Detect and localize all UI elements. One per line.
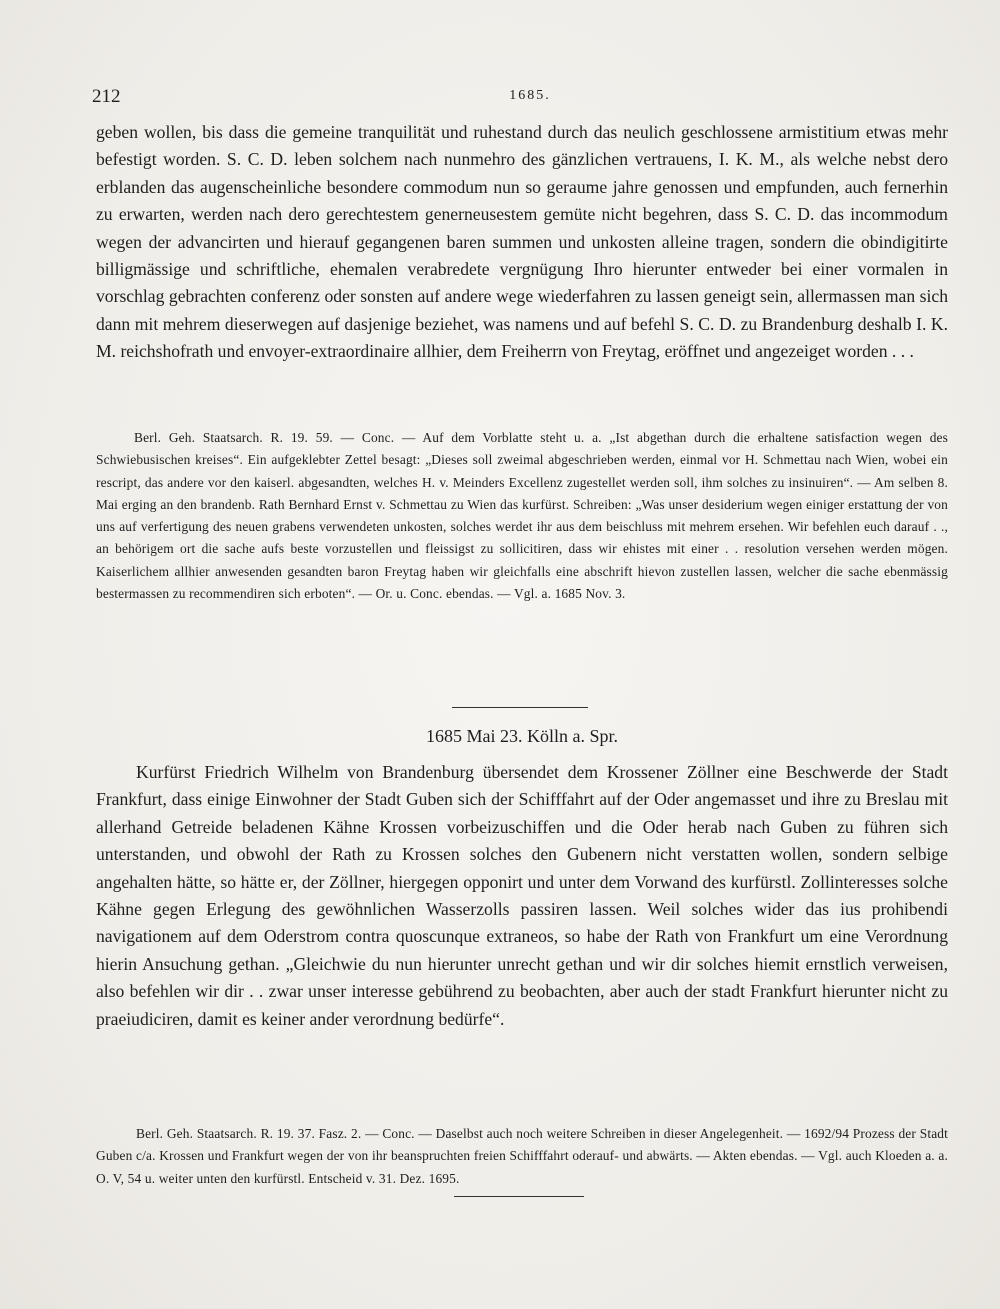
continued-letter-text: geben wollen, bis dass die gemeine tranquilität und ruhestand durch das neulich geschlossene armistitium etwas mehr befestigt worden. S. C. D. leben solchem nach nunmehro des gänzlichen vertrauens, I. K. M., als welche nebst dero erblanden das augenscheinliche besondere commodum nun so geraume jahre genossen und empfunden, auch fernerhin zu erwarten, werden nach dero gerechtestem generneusestem gemüte nicht begehren, dass S. C. D. das incommodum wegen der advancirten und hierauf gegangenen baren summen und unkosten alleine tragen, sondern die obindigitirte billigmässige und schriftliche, ehemalen verabredete vergnügung Ihro hierunter entweder bei einer vormalen in vorschlag gebrachten conferenz oder sonsten auf andere wege wiederfahren zu lassen geneigt sein, allermassen man sich dann mit mehrem dieserwegen auf dasjenige beziehet, was namens und auf befehl S. C. D. zu Brandenburg deshalb I. K. M. reichshofrath und envoyer-extraordinaire allhier, dem Freiherrn von Freytag, eröffnet und angezeiget worden . . .	[96, 122, 948, 362]
running-head-year: 1685.	[509, 88, 551, 103]
archival-footnote-2: Berl. Geh. Staatsarch. R. 19. 37. Fasz. 2. — Conc. — Daselbst auch noch weitere Schreiben in dieser Angelegenheit. — 1692/94 Prozess der Stadt Guben c/a. Krossen und Frankfurt wegen der von ihr beanspruchten freien Schifffahrt oderauf- und abwärts. — Akten ebendas. — Vgl. auch Kloeden a. a. O. V, 54 u. weiter unten den kurfürstl. Entscheid v. 31. Dez. 1695.	[96, 1126, 948, 1186]
end-divider-rule	[454, 1196, 584, 1197]
section-divider-rule	[452, 707, 588, 708]
archival-footnote-1: Berl. Geh. Staatsarch. R. 19. 59. — Conc. — Auf dem Vorblatte steht u. a. „Ist abgethan durch die erhaltene satisfaction wegen des Schwiebusischen kreises“. Ein aufgeklebter Zettel besagt: „Dieses soll zweimal abgeschrieben werden, einmal vor H. Schmettau nach Wien, wobei ein rescript, das andere vor den kaiserl. abgesandten, welches H. v. Meinders Excellenz zugestellet werden soll, ihm solches zu insinuiren“. — Am selben 8. Mai erging an den brandenb. Rath Bernhard Ernst v. Schmettau zu Wien das kurfürst. Schreiben: „Was unser desiderium wegen einiger erstattung der von uns auf verfertigung des neuen grabens verwendeten unkosten, solches werdet ihr aus dem beischluss mit mehrem ersehen. Wir befehlen euch darauf . ., an behörigem ort die sache aufs beste vorzustellen und fleissigst zu sollicitiren, dass wir ehistes mit einer . . resolution versehen werden mögen. Kaiserlichem allhier anwesenden gesandten baron Freytag haben wir gleichfalls eine abschrift hievon zustellen lassen, welcher die sache ebenmässig bestermassen zu recommendiren sich erboten“. — Or. u. Conc. ebendas. — Vgl. a. 1685 Nov. 3.	[96, 430, 948, 602]
entry-date-heading: 1685 Mai 23. Kölln a. Spr.	[426, 726, 618, 746]
page-number: 212	[92, 86, 121, 107]
regest-paragraph: Kurfürst Friedrich Wilhelm von Brandenburg übersendet dem Krossener Zöllner eine Beschwerde der Stadt Frankfurt, dass einige Einwohner der Stadt Guben sich der Schifffahrt auf der Oder angemasset und ihre zu Breslau mit allerhand Getreide beladenen Kähne Krossen vorbeizuschiffen und die Oder herab nach Guben zu führen sich unterstanden, und obwohl der Rath zu Krossen solches den Gubenern nicht verstatten wollen, sondern selbige angehalten hätte, so hätte er, der Zöllner, hiergegen opponirt und unter dem Vorwand des kurfürstl. Zollinteresses solche Kähne gegen Erlegung des gewöhnlichen Wasserzolls passiren lassen. Weil solches wider das ius prohibendi navigationem auf dem Oderstrom contra quoscunque extraneos, so habe der Rath von Frankfurt um eine Verordnung hierin Ansuchung gethan. „Gleichwie du nun hierunter unrecht gethan und wir dir solches hiemit ernstlich verweisen, also befehlen wir dir . . zwar unser interesse gebührend zu beobachten, aber auch der stadt Frankfurt hierunter nicht zu praeiudiciren, damit es keiner ander verordnung bedürfe“.	[96, 762, 948, 1029]
